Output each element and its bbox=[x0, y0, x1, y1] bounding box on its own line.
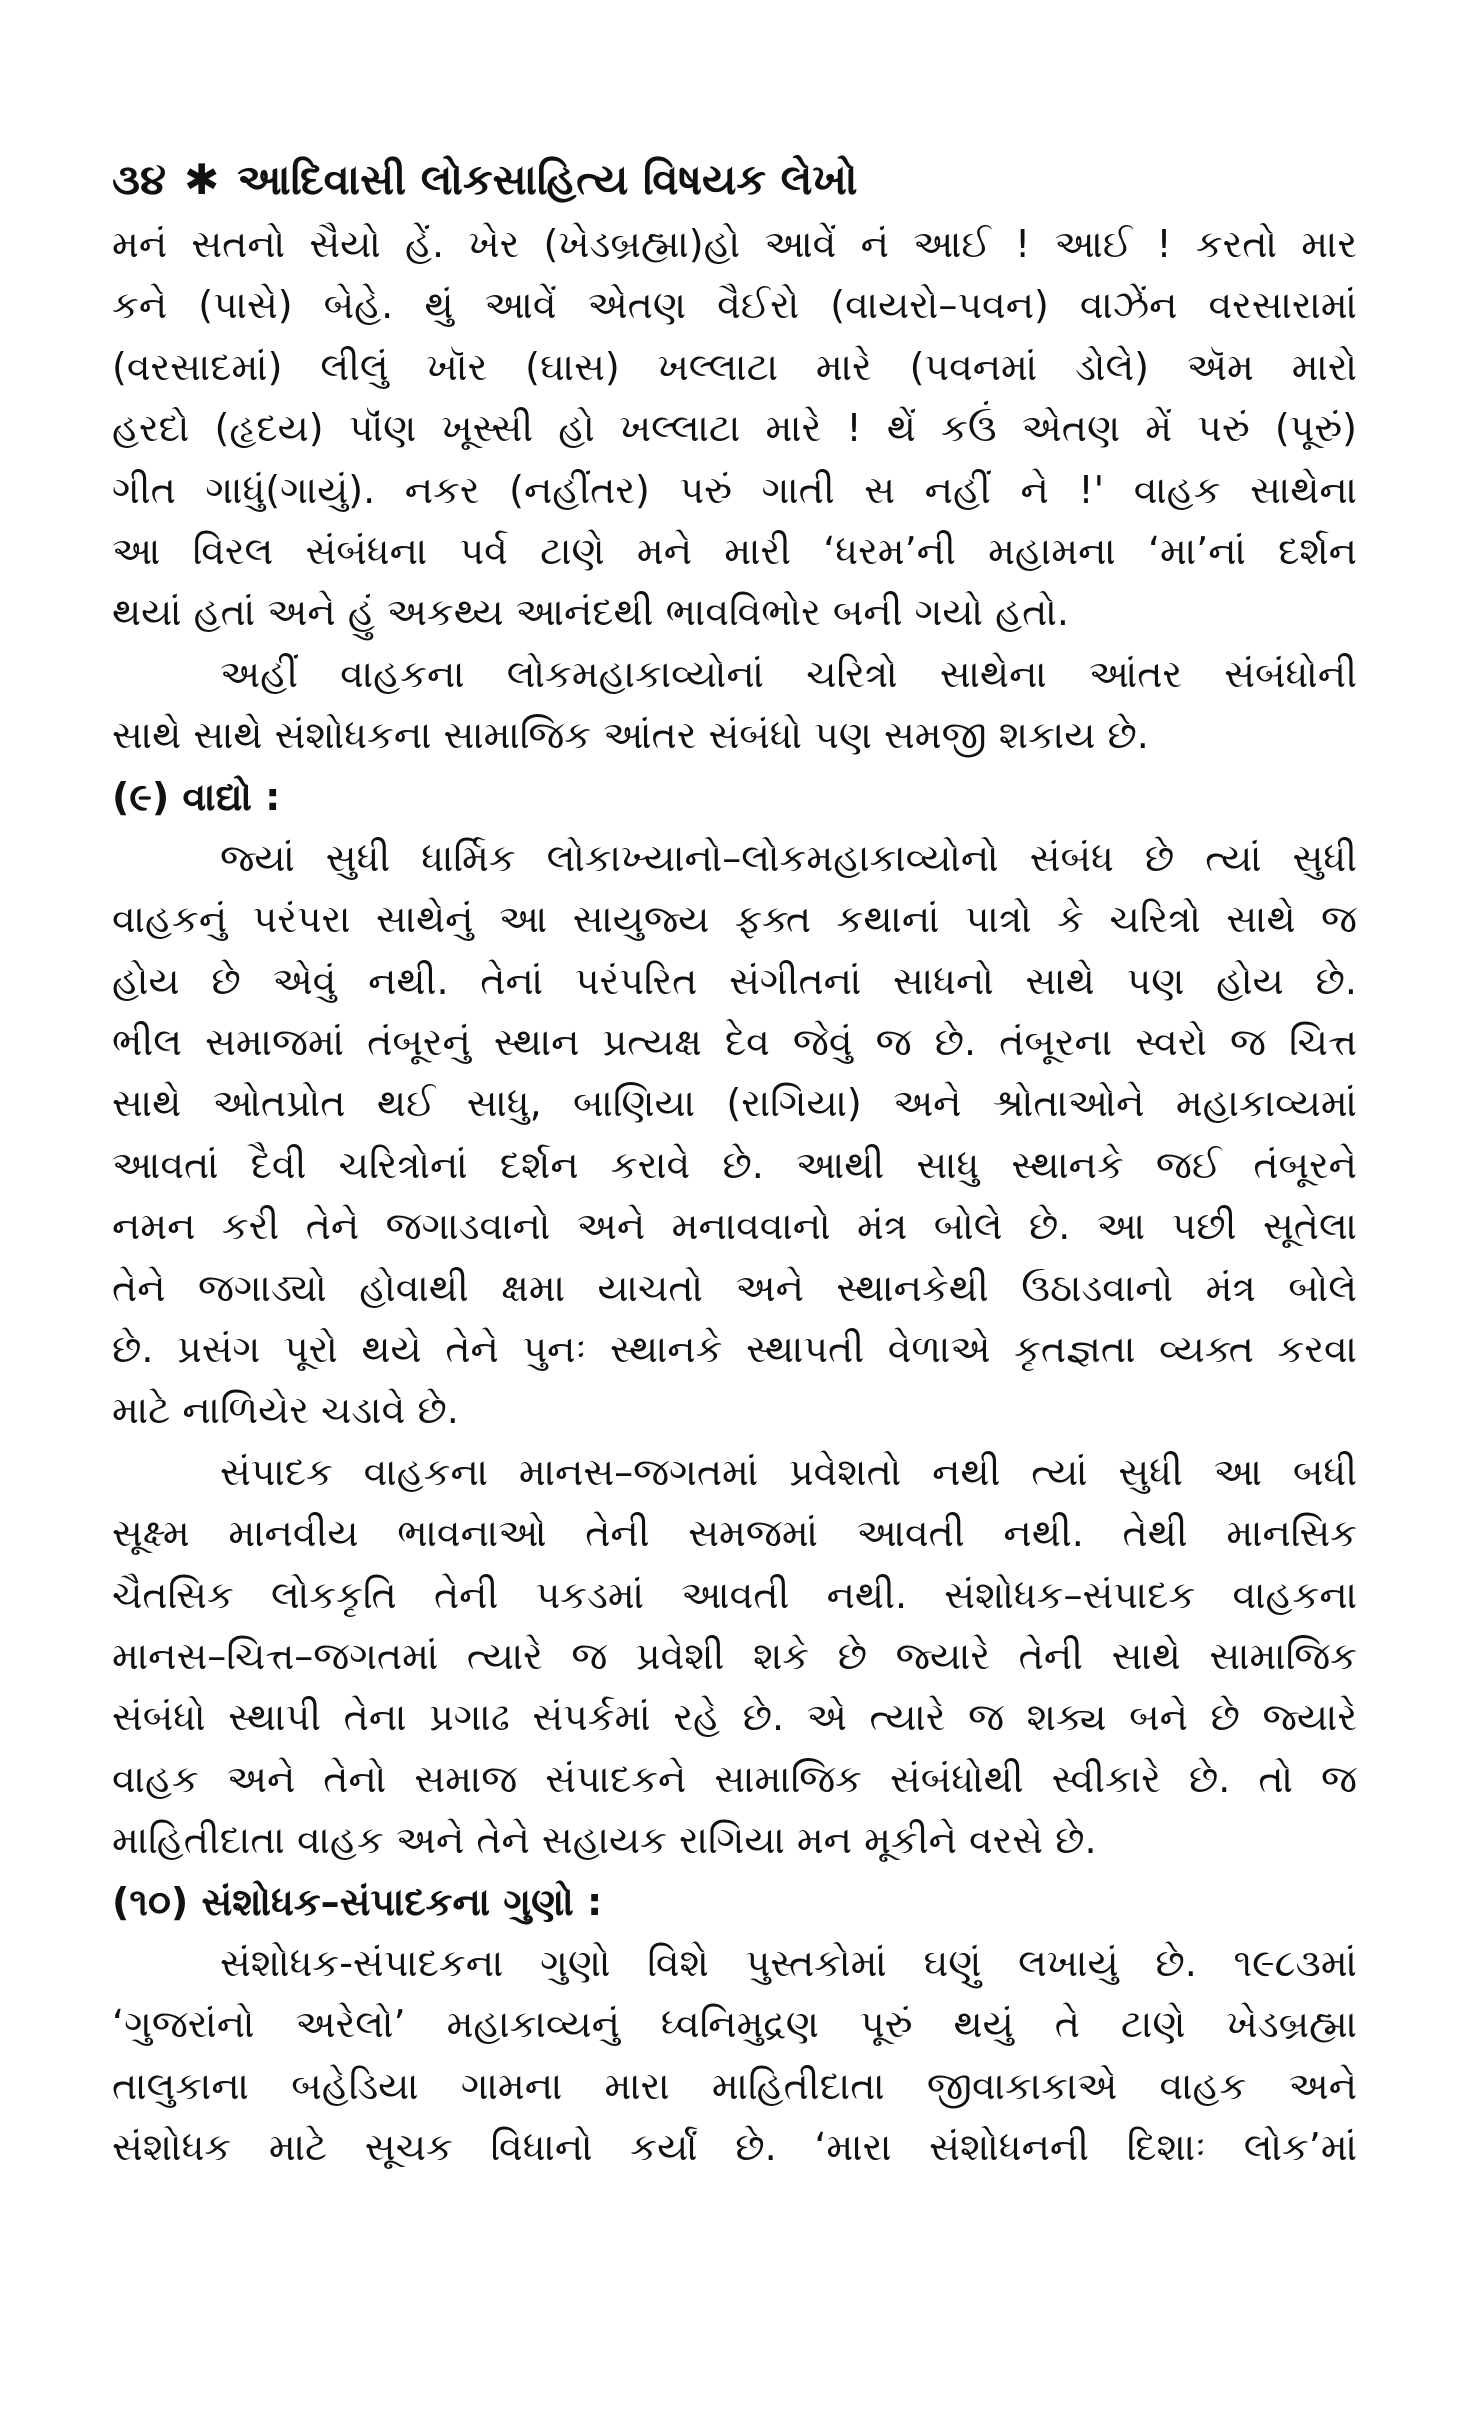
running-title: આદિવાસી લોકસાહિત્ય વિષયક લેખો bbox=[237, 155, 858, 204]
text-line: સંપાદક વાહકના માનસ–જગતમાં પ્રવેશતો નથી ત્યાં સુધી આ બધી bbox=[220, 1449, 1357, 1494]
text-line: નમન કરી તેને જગાડવાનો અને મનાવવાનો મંત્ર બોલે છે. આ પછી સૂતેલા bbox=[112, 1204, 1357, 1249]
text-line: માનસ–ચિત્ત–જગતમાં ત્યારે જ પ્રવેશી શકે છે જ્યારે તેની સાથે સામાજિક bbox=[112, 1633, 1357, 1678]
text-line: છે. પ્રસંગ પૂરો થયે તેને પુનઃ સ્થાનકે સ્થાપતી વેળાએ કૃતજ્ઞતા વ્યક્ત કરવા bbox=[112, 1327, 1357, 1372]
text-line: થયાં હતાં અને હું અકથ્ય આનંદથી ભાવવિભોર બની ગયો હતો. bbox=[112, 590, 1069, 635]
text-line: આવતાં દૈવી ચરિત્રોનાં દર્શન કરાવે છે. આથી સાધુ સ્થાનકે જઈ તંબૂરને bbox=[112, 1142, 1357, 1187]
book-page bbox=[112, 150, 1357, 2179]
text-line: સંશોધક માટે સૂચક વિધાનો કર્યાં છે. ‘મારા સંશોધનની દિશાઃ લોક’માં bbox=[112, 2125, 1357, 2170]
text-line: કને (પાસે) બેહે. થું આવેં એતણ વૈઈરો (વાયરો–પવન) વાઝેંન વરસારામાં bbox=[112, 283, 1357, 328]
section-heading-researcher-qualities: (૧૦) સંશોધક–સંપાદકના ગુણો : bbox=[112, 1879, 603, 1924]
text-line: વાહક અને તેનો સમાજ સંપાદકને સામાજિક સંબંધોથી સ્વીકારે છે. તો જ bbox=[112, 1756, 1357, 1801]
text-line: મનં સતનો સૈયો હેં. ખેર (ખેડબ્રહ્મા)હો આવેં નં આઈ ! આઈ ! કરતો માર bbox=[112, 222, 1357, 266]
text-line: સંશોધક-સંપાદકના ગુણો વિશે પુસ્તકોમાં ઘણું લખાયું છે. ૧૯૮૩માં bbox=[220, 1940, 1357, 1985]
text-line: સંબંધો સ્થાપી તેના પ્રગાઢ સંપર્કમાં રહે છે. એ ત્યારે જ શક્ય બને છે જ્યારે bbox=[112, 1695, 1357, 1740]
text-line: ચૈતસિક લોકકૃતિ તેની પકડમાં આવતી નથી. સંશોધક–સંપાદક વાહકના bbox=[112, 1572, 1357, 1617]
text-line: હરદો (હૃદય) પૉંણ ખૂસ્સી હો ખલ્લાટા મારે ! થેં કઉં એતણ મેં પરું (પૂરું) bbox=[112, 406, 1357, 451]
text-line: હોય છે એવું નથી. તેનાં પરંપરિત સંગીતનાં સાધનો સાથે પણ હોય છે. bbox=[112, 958, 1357, 1003]
text-line: સાથે સાથે સંશોધકના સામાજિક આંતર સંબંધો પણ સમજી શકાય છે. bbox=[112, 713, 1149, 758]
text-line: (વરસાદમાં) લીલું ખૉર (ઘાસ) ખલ્લાટા મારે (પવનમાં ડોલે) ઍમ મારો bbox=[112, 344, 1357, 389]
running-header bbox=[112, 150, 1357, 210]
text-line: જ્યાં સુધી ધાર્મિક લોકાખ્યાનો–લોકમહાકાવ્યોનો સંબંધ છે ત્યાં સુધી bbox=[220, 835, 1357, 880]
body-text bbox=[112, 214, 1357, 2179]
text-line: ‘ગુજરાંનો અરેલો’ મહાકાવ્યનું ધ્વનિમુદ્રણ પૂરું થયું તે ટાણે ખેડબ્રહ્મા bbox=[112, 2002, 1357, 2047]
section-heading-instruments: (૯) વાદ્યો : bbox=[112, 774, 281, 819]
asterisk-separator-icon: ✱ bbox=[184, 155, 220, 204]
text-line: ભીલ સમાજમાં તંબૂરનું સ્થાન પ્રત્યક્ષ દેવ જેવું જ છે. તંબૂરના સ્વરો જ ચિત્ત bbox=[112, 1020, 1357, 1065]
text-line: તાલુકાના બહેડિયા ગામના મારા માહિતીદાતા જીવાકાકાએ વાહક અને bbox=[112, 2063, 1357, 2108]
text-line: સૂક્ષ્મ માનવીય ભાવનાઓ તેની સમજમાં આવતી નથી. તેથી માનસિક bbox=[112, 1511, 1357, 1556]
text-line: સાથે ઓતપ્રોત થઈ સાધુ, બાણિયા (રાગિયા) અને શ્રોતાઓને મહાકાવ્યમાં bbox=[112, 1081, 1357, 1126]
text-line: ગીત ગાધું(ગાયું). નકર (નહીંતર) પરું ગાતી સ નહીં ને !' વાહક સાથેના bbox=[112, 467, 1357, 512]
text-line: અહીં વાહકના લોકમહાકાવ્યોનાં ચરિત્રો સાથેના આંતર સંબંધોની bbox=[220, 651, 1357, 696]
text-line: તેને જગાડ્યો હોવાથી ક્ષમા યાચતો અને સ્થાનકેથી ઉઠાડવાનો મંત્ર બોલે bbox=[112, 1265, 1357, 1310]
text-line: આ વિરલ સંબંધના પર્વ ટાણે મને મારી ‘ધરમ’ની મહામના ‘મા’નાં દર્શન bbox=[112, 528, 1357, 573]
text-line: વાહકનું પરંપરા સાથેનું આ સાયુજ્ય ફક્ત કથાનાં પાત્રો કે ચરિત્રો સાથે જ bbox=[112, 897, 1357, 942]
text-line: માહિતીદાતા વાહક અને તેને સહાયક રાગિયા મન મૂકીને વરસે છે. bbox=[112, 1818, 1097, 1863]
text-line: માટે નાળિયેર ચડાવે છે. bbox=[112, 1388, 459, 1433]
page-number: ૩૪ bbox=[112, 155, 167, 204]
